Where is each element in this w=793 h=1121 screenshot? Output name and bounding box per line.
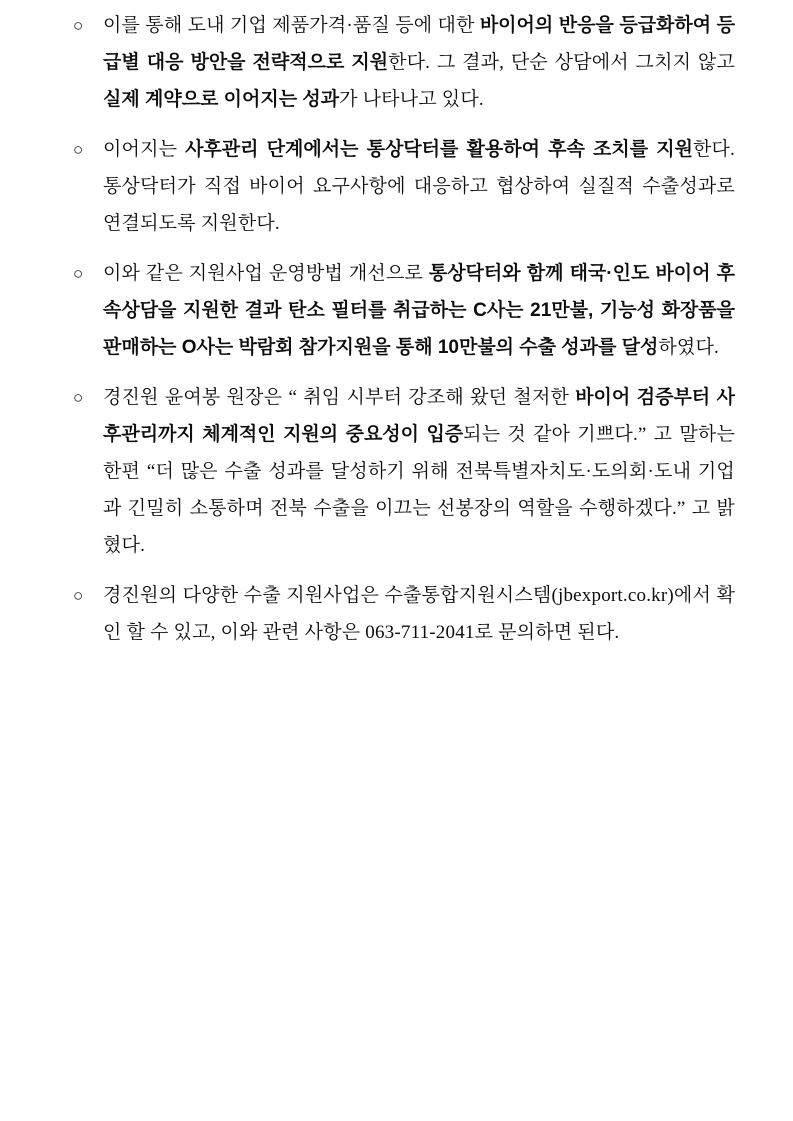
bullet-marker: ○ [73, 388, 84, 407]
paragraph-text [103, 577, 735, 651]
emphasis-text: 바이어의 반응을 등급화하여 등급별 대응 방안을 전략적으로 지원 [103, 15, 735, 73]
bullet-marker: ○ [73, 586, 84, 605]
body-text: 하였다. [658, 337, 719, 358]
body-text: 경진원의 다양한 수출 지원사업은 수출통합지원시스템(jbexport.co.kr)에서 확인 할 수 있고, 이와 관련 사항은 063-711-2041로 문의하면 된다. [103, 585, 735, 643]
body-text: 한다. 그 결과, 단순 상담에서 그치지 않고 [388, 52, 735, 73]
emphasis-text: 통상닥터와 함께 태국·인도 바이어 후속상담을 지원한 결과 탄소 필터를 취급하는 C사는 21만불, 기능성 화장품을 판매하는 O사는 박람회 참가지원을 통해 10만불의 수출 성과를 달성 [103, 263, 735, 358]
bullet-marker: ○ [73, 16, 84, 35]
paragraph-text [103, 379, 735, 564]
body-text: 경진원 윤여봉 원장은 “ 취임 시부터 강조해 왔던 철저한 [103, 387, 576, 408]
paragraph [73, 379, 735, 564]
paragraph [73, 577, 735, 651]
paragraph-text [103, 131, 735, 242]
bullet-marker: ○ [73, 140, 84, 159]
paragraph [73, 7, 735, 118]
emphasis-text: 사후관리 단계에서는 통상닥터를 활용하여 후속 조치를 지원 [185, 139, 693, 160]
paragraph-text [103, 7, 735, 118]
body-text: 이를 통해 도내 기업 제품가격·품질 등에 대한 [103, 15, 480, 36]
document-body [73, 7, 735, 651]
emphasis-text: 실제 계약으로 이어지는 성과 [103, 89, 340, 110]
emphasis-text: 바이어 검증부터 사후관리까지 체계적인 지원의 중요성이 입증 [103, 387, 735, 445]
body-text: 이어지는 [103, 139, 186, 160]
body-text: 한다. 통상닥터가 직접 바이어 요구사항에 대응하고 협상하여 실질적 수출성과로 연결되도록 지원한다. [103, 139, 735, 234]
body-text: 가 나타나고 있다. [339, 89, 484, 110]
body-text: 되는 것 같아 기쁘다.” 고 말하는 한편 “더 많은 수출 성과를 달성하기 위해 전북특별자치도·도의회·도내 기업과 긴밀히 소통하며 전북 수출을 이끄는 선봉장의 역할을 수행하겠다.” 고 밝혔다. [103, 424, 735, 556]
bullet-marker: ○ [73, 264, 84, 283]
body-text: 이와 같은 지원사업 운영방법 개선으로 [103, 263, 429, 284]
paragraph [73, 255, 735, 366]
paragraph [73, 131, 735, 242]
paragraph-text [103, 255, 735, 366]
